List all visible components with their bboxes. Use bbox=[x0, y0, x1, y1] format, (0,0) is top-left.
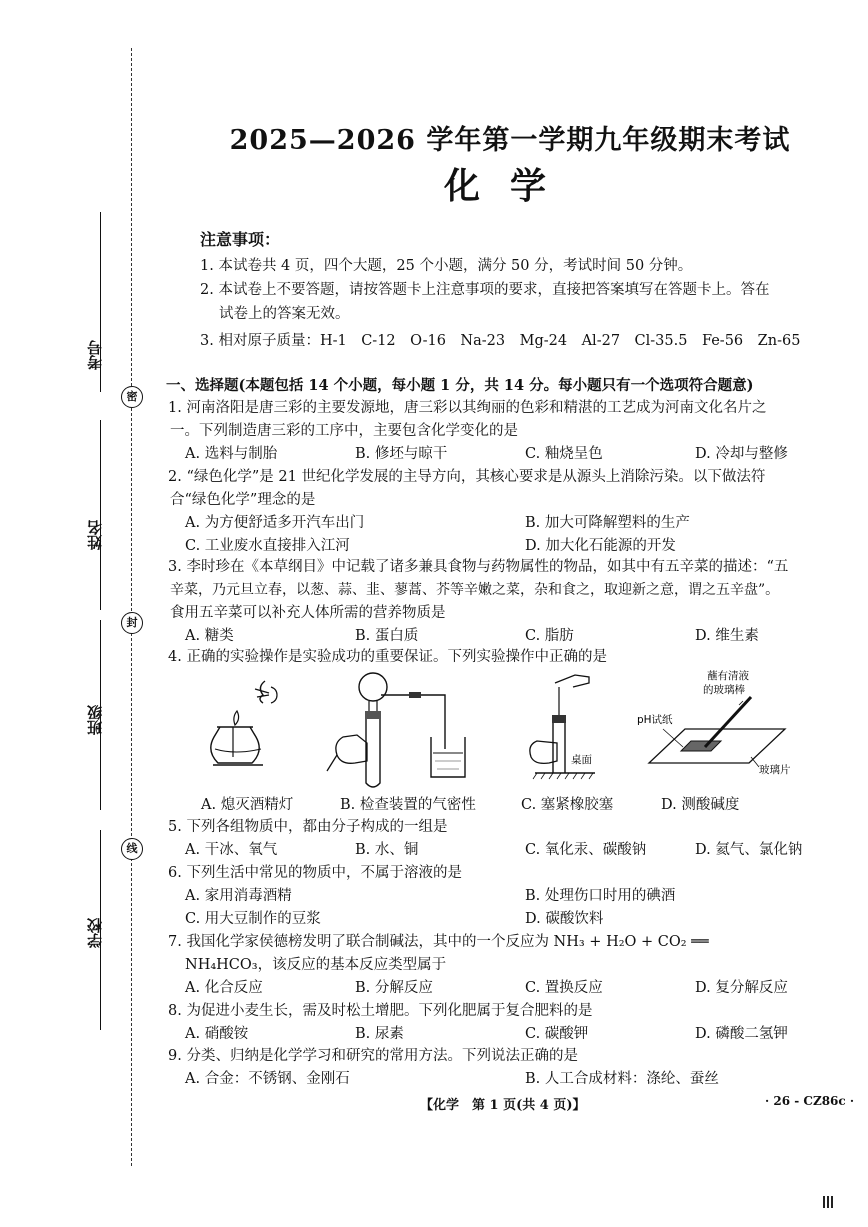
options bbox=[168, 839, 848, 862]
seal-mark-xian: 线 bbox=[121, 838, 143, 860]
question-8 bbox=[168, 1000, 848, 1046]
question-9 bbox=[168, 1045, 848, 1091]
qr-code-icon bbox=[823, 1196, 835, 1208]
option-c: C. 氧化汞、碳酸钠 bbox=[525, 842, 647, 858]
q4-figures bbox=[195, 667, 815, 817]
ph-paper-label: pH试纸 bbox=[637, 714, 673, 726]
option-b: B. 尿素 bbox=[355, 1026, 404, 1042]
question-2 bbox=[168, 466, 848, 558]
option-b: B. 修坯与晾干 bbox=[355, 446, 448, 462]
figure-caption-c: C. 塞紧橡胶塞 bbox=[521, 797, 614, 813]
question-stem: 9. 分类、归纳是化学学习和研究的常用方法。下列说法正确的是 bbox=[168, 1048, 578, 1064]
section-1-title: 一、选择题(本题包括 14 个小题，每小题 1 分，共 14 分。每小题只有一个选项符合题意) bbox=[166, 377, 754, 394]
notice-item-2-cont: 试卷上的答案无效。 bbox=[219, 306, 350, 322]
option-c: C. 用大豆制作的豆浆 bbox=[185, 911, 321, 927]
option-c: C. 置换反应 bbox=[525, 980, 603, 996]
notice-item-2: 2. 本试卷上不要答题，请按答题卡上注意事项的要求，直接把答案填写在答题卡上。答在 bbox=[200, 282, 770, 298]
question-stem: 一。下列制造唐三彩的工序中，主要包含化学变化的是 bbox=[170, 423, 518, 439]
question-stem: 2. “绿色化学”是 21 世纪化学发展的主导方向，其核心要求是从源头上消除污染。以下做法符 bbox=[168, 469, 766, 485]
options bbox=[168, 977, 848, 1000]
option-a: A. 化合反应 bbox=[185, 980, 263, 996]
option-a: A. 硝酸铵 bbox=[185, 1026, 249, 1042]
options bbox=[168, 1068, 848, 1091]
question-stem: 食用五辛菜可以补充人体所需的营养物质是 bbox=[170, 605, 446, 621]
name-line bbox=[100, 420, 101, 610]
question-3 bbox=[168, 556, 848, 648]
name-label: 姓名 bbox=[86, 520, 104, 550]
question-stem: 6. 下列生活中常见的物质中，不属于溶液的是 bbox=[168, 865, 462, 881]
question-6 bbox=[168, 862, 848, 931]
class-label: 班级 bbox=[86, 705, 104, 735]
question-stem: 5. 下列各组物质中，都由分子构成的一组是 bbox=[168, 819, 448, 835]
alcohol-lamp-figure bbox=[195, 667, 285, 792]
question-stem: 合“绿色化学”理念的是 bbox=[170, 492, 316, 508]
binding-dashed-line bbox=[131, 48, 132, 1166]
subject-title: 化学 bbox=[443, 165, 576, 207]
option-c: C. 碳酸钾 bbox=[525, 1026, 589, 1042]
ph-test-figure bbox=[635, 667, 815, 792]
rod-label-1: 蘸有清液 bbox=[707, 670, 749, 682]
question-stem: 1. 河南洛阳是唐三彩的主要发源地，唐三彩以其绚丽的色彩和精湛的工艺成为河南文化名片之 bbox=[168, 400, 767, 416]
question-stem: 4. 正确的实验操作是实验成功的重要保证。下列实验操作中正确的是 bbox=[168, 649, 607, 665]
question-1 bbox=[168, 397, 848, 466]
notice-item-3: 3. 相对原子质量：H-1 C-12 O-16 Na-23 Mg-24 Al-27 Cl-35.5 Fe-56 Zn-65 bbox=[200, 333, 801, 349]
rubber-stopper-figure bbox=[515, 667, 605, 792]
option-a: A. 家用消毒酒精 bbox=[185, 888, 292, 904]
figure-caption-b: B. 检查装置的气密性 bbox=[340, 797, 476, 813]
question-5 bbox=[168, 816, 848, 862]
question-stem: 8. 为促进小麦生长，需及时松土增肥。下列化肥属于复合肥料的是 bbox=[168, 1003, 593, 1019]
notice-section bbox=[200, 228, 840, 353]
option-b: B. 分解反应 bbox=[355, 980, 433, 996]
exam-no-label: 考号 bbox=[86, 340, 104, 370]
rod-label-2: 的玻璃棒 bbox=[703, 684, 745, 696]
option-d: D. 磷酸二氢钾 bbox=[695, 1026, 788, 1042]
question-stem: 辛菜，乃元旦立春，以葱、蒜、韭、蓼蒿、芥等辛嫩之菜，杂和食之，取迎新之意，谓之五辛盘”。 bbox=[170, 582, 780, 598]
glass-slide-label: 玻璃片 bbox=[759, 764, 791, 776]
option-b: B. 蛋白质 bbox=[355, 628, 419, 644]
option-b: B. 人工合成材料：涤纶、蚕丝 bbox=[525, 1071, 719, 1087]
option-a: A. 选料与制胎 bbox=[185, 446, 278, 462]
question-stem: NH₄HCO₃，该反应的基本反应类型属于 bbox=[185, 957, 447, 973]
page-footer: 【化学 第 1 页(共 4 页)】 bbox=[420, 1098, 586, 1113]
question-stem: 3. 李时珍在《本草纲目》中记载了诸多兼具食物与药物属性的物品，如其中有五辛菜的描述：“五 bbox=[168, 559, 789, 575]
question-7 bbox=[168, 931, 848, 1000]
airtightness-figure bbox=[325, 667, 485, 792]
option-b: B. 加大可降解塑料的生产 bbox=[525, 515, 690, 531]
option-d: D. 氦气、氯化钠 bbox=[695, 842, 803, 858]
option-d: D. 加大化石能源的开发 bbox=[525, 538, 676, 554]
options bbox=[168, 625, 848, 648]
option-a: A. 合金：不锈钢、金刚石 bbox=[185, 1071, 350, 1087]
desk-label: 桌面 bbox=[571, 754, 592, 766]
figure-caption-a: A. 熄灭酒精灯 bbox=[201, 797, 294, 813]
option-a: A. 糖类 bbox=[185, 628, 234, 644]
option-b: B. 水、铜 bbox=[355, 842, 419, 858]
paper-code: · 26 - CZ86c · bbox=[765, 1094, 855, 1108]
school-label: 学校 bbox=[86, 918, 104, 948]
options bbox=[168, 885, 848, 931]
option-b: B. 处理伤口时用的碘酒 bbox=[525, 888, 676, 904]
options bbox=[168, 1023, 848, 1046]
option-d: D. 冷却与整修 bbox=[695, 446, 788, 462]
question-4 bbox=[168, 646, 848, 669]
option-d: D. 碳酸饮料 bbox=[525, 911, 604, 927]
exam-title: 2025—2026 学年第一学期九年级期末考试 bbox=[229, 125, 791, 156]
notice-item-1: 1. 本试卷共 4 页，四个大题，25 个小题，满分 50 分，考试时间 50 分钟。 bbox=[200, 258, 693, 274]
options bbox=[168, 443, 848, 466]
option-d: D. 复分解反应 bbox=[695, 980, 788, 996]
seal-mark-mi: 密 bbox=[121, 386, 143, 408]
options bbox=[168, 512, 848, 558]
question-stem: 7. 我国化学家侯德榜发明了联合制碱法，其中的一个反应为 NH₃ + H₂O + CO₂ ══ bbox=[168, 934, 709, 950]
option-c: C. 工业废水直接排入江河 bbox=[185, 538, 350, 554]
option-c: C. 釉烧呈色 bbox=[525, 446, 603, 462]
option-d: D. 维生素 bbox=[695, 628, 759, 644]
option-a: A. 为方便舒适多开汽车出门 bbox=[185, 515, 365, 531]
figure-caption-d: D. 测酸碱度 bbox=[661, 797, 740, 813]
option-c: C. 脂肪 bbox=[525, 628, 574, 644]
seal-mark-feng: 封 bbox=[121, 612, 143, 634]
notice-title: 注意事项： bbox=[200, 230, 281, 249]
option-a: A. 干冰、氧气 bbox=[185, 842, 278, 858]
